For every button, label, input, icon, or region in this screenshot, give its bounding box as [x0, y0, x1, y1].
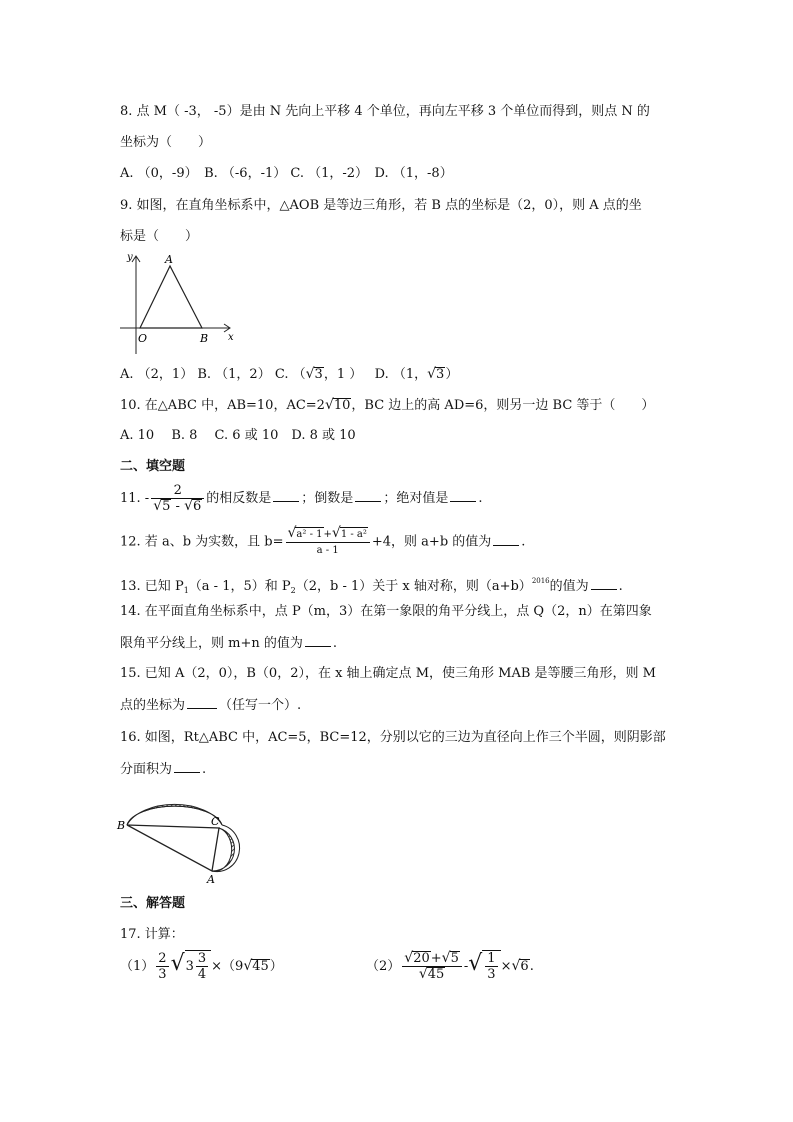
q9-line2: 标是（ ） [120, 229, 199, 244]
q9-label-o: O [138, 332, 148, 345]
q13-line: 13. 已知 $P_1(a - 1$，5）和 $P_2(2$，b - 1）关于 x 轴对称，则$(a+b)^{2016}$的值为 . [120, 577, 623, 595]
q8-line2: 坐标为（ ） [120, 135, 212, 150]
q9-label-a: A [165, 253, 173, 266]
q11-blank-2[interactable] [355, 489, 381, 502]
q10-options: A. 10 B. 8 C. 6 或 10 D. 8 或 10 [120, 428, 356, 443]
q9-line1: 9. 如图，在直角坐标系中，△AOB 是等边三角形，若 B 点的坐标是（2，0），则 A 点的坐 [120, 198, 642, 213]
q9-opt-c: C. （√3，1 ） [274, 366, 363, 382]
q9-label-x: x [228, 332, 234, 343]
q14-line1: 14. 在平面直角坐标系中，点 P（m，3）在第一象限的角平分线上，点 Q（2，n）在第四象 [120, 604, 652, 619]
section-solve-title: 三、解答题 [120, 896, 186, 911]
q16-label-c: C [211, 815, 220, 828]
q13-blank[interactable] [591, 577, 617, 590]
q17-part1: （1） $\frac{2}{3}$ √3 $\frac{3}{4}$ ×（9√45） [120, 951, 283, 982]
q16-label-b: B [117, 819, 126, 832]
q9-options [120, 365, 458, 384]
q15-line2: 点的坐标为 （任写一个）. [120, 698, 302, 713]
q12-fraction: $\frac{\text{√a² - 1+√1 - a²}}{a - 1}$ [286, 526, 370, 558]
q8-line1: 8. 点 M（ -3， -5）是由 N 先向上平移 4 个单位，再向左平移 3 个单位而得到，则点 N 的 [120, 104, 650, 119]
q11-line: 11. - $\frac{2}{√5 - √6}$ 的相反数是 ；倒数是 ；绝对值是 . [120, 483, 483, 514]
q16-blank[interactable] [174, 760, 200, 773]
q8-options: A. （0，-9） B. （-6，-1） C. （1，-2） D. （1，-8） [120, 166, 453, 181]
q9-label-b: B [200, 332, 209, 345]
q12-line: 12. 若 a、b 为实数，且 b= $\frac{\text{√a² - 1+√1 - a²}}{a - 1}$ +4，则 a+b 的值为 . [120, 525, 526, 556]
q17-title: 17. 计算： [120, 927, 184, 942]
q12-blank[interactable] [493, 533, 519, 546]
q9-opt-a: A. （2，1） [120, 367, 194, 382]
q9-label-y: y [127, 252, 133, 263]
q10-line1: 10. 在△ABC 中，AB=10，AC=2√10，BC 边上的高 AD=6，则另一边 BC 等于（ ） [120, 397, 655, 413]
q9-triangle [140, 266, 202, 328]
q16-label-a: A [207, 873, 215, 886]
q15-line1: 15. 已知 A（2，0），B（0，2），在 x 轴上确定点 M，使三角形 MAB 是等腰三角形，则 M [120, 666, 656, 681]
q16-semicircle-figure [115, 785, 245, 885]
section-fill-in-title: 二、填空题 [120, 459, 186, 474]
q16-semicircle-ab [127, 806, 222, 825]
q16-triangle [127, 825, 219, 871]
q11-fraction: $\frac{2}{√5 - √6}$ [151, 483, 204, 514]
q17-part2: （2） $\frac{√20+√5}{√45}$ -√ $\frac{1}{3}$ ×√6. [366, 950, 534, 982]
q9-triangle-figure [118, 252, 238, 357]
q14-blank[interactable] [305, 634, 331, 647]
q9-opt-d: D. （1，√3） [374, 366, 459, 382]
q15-blank[interactable] [187, 696, 217, 709]
q14-line2: 限角平分线上，则 m+n 的值为 . [120, 636, 337, 651]
q9-opt-b: B. （1，2） [197, 367, 271, 382]
q16-lune-bc [127, 804, 222, 825]
q16-line2: 分面积为 . [120, 762, 207, 777]
q11-blank-1[interactable] [273, 489, 299, 502]
q11-blank-3[interactable] [450, 489, 476, 502]
q16-line1: 16. 如图，Rt△ABC 中，AC=5，BC=12，分别以它的三边为直径向上作三个半圆，则阴影部 [120, 730, 666, 745]
